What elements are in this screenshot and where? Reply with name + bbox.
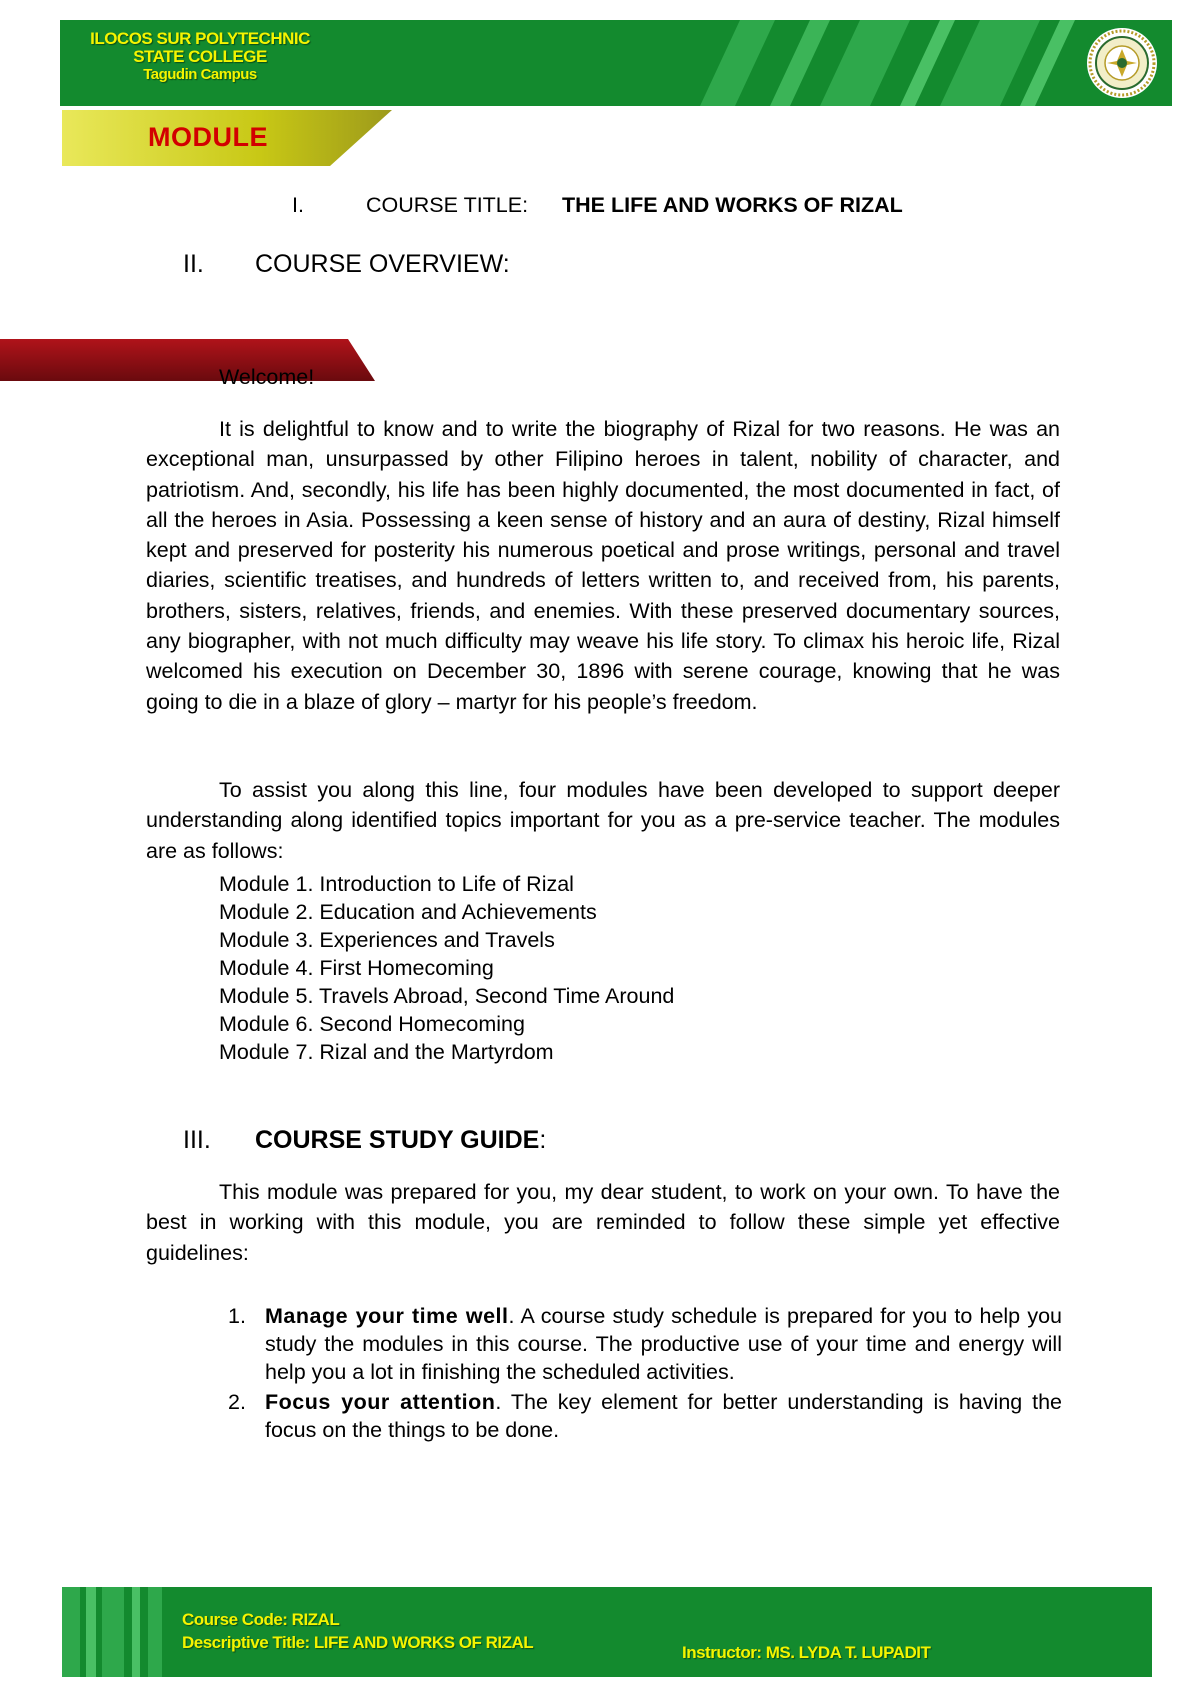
study-guide-numeral: III. bbox=[183, 1126, 211, 1154]
course-title-numeral: I. bbox=[292, 193, 304, 217]
overview-paragraph-1: It is delightful to know and to write the biography of Rizal for two reasons. He was an exceptional man, unsurpassed by other Filipino heroes in talent, nobility of character, and patriotism. And, secondly, his life has been highly documented, the most documented in fact, of all the heroes in Asia. Possessing a keen sense of history and an aura of destiny, Rizal himself kept and preserved for posterity his numerous poetical and prose writings, personal and travel diaries, scientific treatises, and hundreds of letters written to, and received from, his parents, brothers, sisters, relatives, friends, and enemies. With these preserved documentary sources, any biographer, with not much difficulty may weave his life story. To climax his heroic life, Rizal welcomed his execution on December 30, 1896 with serene courage, knowing that he was going to die in a blaze of glory – martyr for his people’s freedom. bbox=[146, 417, 1060, 714]
module-list-item: Module 7. Rizal and the Martyrdom bbox=[219, 1040, 554, 1064]
overview-numeral: II. bbox=[183, 250, 204, 278]
welcome-text: Welcome! bbox=[219, 365, 315, 389]
module-list-item: Module 2. Education and Achievements bbox=[219, 900, 597, 924]
footer-course-code: Course Code: RIZAL bbox=[182, 1610, 340, 1629]
study-guide-title bbox=[255, 1126, 546, 1155]
guideline-heading: Focus your attention bbox=[265, 1390, 496, 1414]
guideline-number: 2. bbox=[228, 1390, 246, 1414]
module-list-item: Module 5. Travels Abroad, Second Time Around bbox=[219, 984, 675, 1008]
module-list-item: Module 4. First Homecoming bbox=[219, 956, 494, 980]
module-list-item: Module 1. Introduction to Life of Rizal bbox=[219, 872, 574, 896]
guideline-item bbox=[222, 1302, 1062, 1386]
footer-instructor: Instructor: MS. LYDA T. LUPADIT bbox=[682, 1643, 931, 1662]
college-line1: ILOCOS SUR POLYTECHNIC bbox=[90, 29, 310, 48]
header-banner bbox=[60, 20, 1172, 106]
campus-name: Tagudin Campus bbox=[143, 66, 257, 83]
course-title-value: THE LIFE AND WORKS OF RIZAL bbox=[562, 193, 903, 217]
footer-stripes-decoration bbox=[62, 1587, 212, 1677]
guideline-number: 1. bbox=[228, 1304, 246, 1328]
course-title-label: COURSE TITLE: bbox=[366, 193, 529, 217]
guideline-item bbox=[222, 1388, 1062, 1444]
module-list-item: Module 3. Experiences and Travels bbox=[219, 928, 555, 952]
module-list bbox=[219, 870, 674, 1066]
study-guide-title-colon: : bbox=[539, 1126, 547, 1154]
module-list-item: Module 6. Second Homecoming bbox=[219, 1012, 525, 1036]
college-name bbox=[60, 30, 340, 84]
overview-title: COURSE OVERVIEW: bbox=[255, 250, 510, 278]
study-guide-title-text: COURSE STUDY GUIDE bbox=[255, 1126, 540, 1154]
guideline-list bbox=[222, 1302, 1062, 1446]
welcome-ribbon-decoration bbox=[0, 339, 380, 381]
study-guide-intro: This module was prepared for you, my dear student, to work on your own. To have the best in working with this module, you are reminded to follow these simple yet effective guidelines: bbox=[146, 1180, 1060, 1265]
college-line2: STATE COLLEGE bbox=[133, 47, 267, 66]
college-seal-icon bbox=[1086, 27, 1158, 99]
overview-paragraph-2: To assist you along this line, four modules have been developed to support deeper understanding along identified topics important for you as a pre-service teacher. The modules are as follows: bbox=[146, 778, 1060, 863]
footer-banner bbox=[62, 1587, 1152, 1677]
module-label: MODULE bbox=[148, 122, 268, 152]
guideline-text: . A course study schedule is prepared for you to help you study the modules in this course. The productive use of your time and energy will help you a lot in finishing the scheduled activities. bbox=[265, 1304, 1062, 1384]
footer-descriptive-title: Descriptive Title: LIFE AND WORKS OF RIZAL bbox=[182, 1633, 534, 1652]
guideline-heading: Manage your time well bbox=[265, 1304, 509, 1328]
guideline-text: . The key element for better understanding is having the focus on the things to be done. bbox=[265, 1390, 1062, 1442]
